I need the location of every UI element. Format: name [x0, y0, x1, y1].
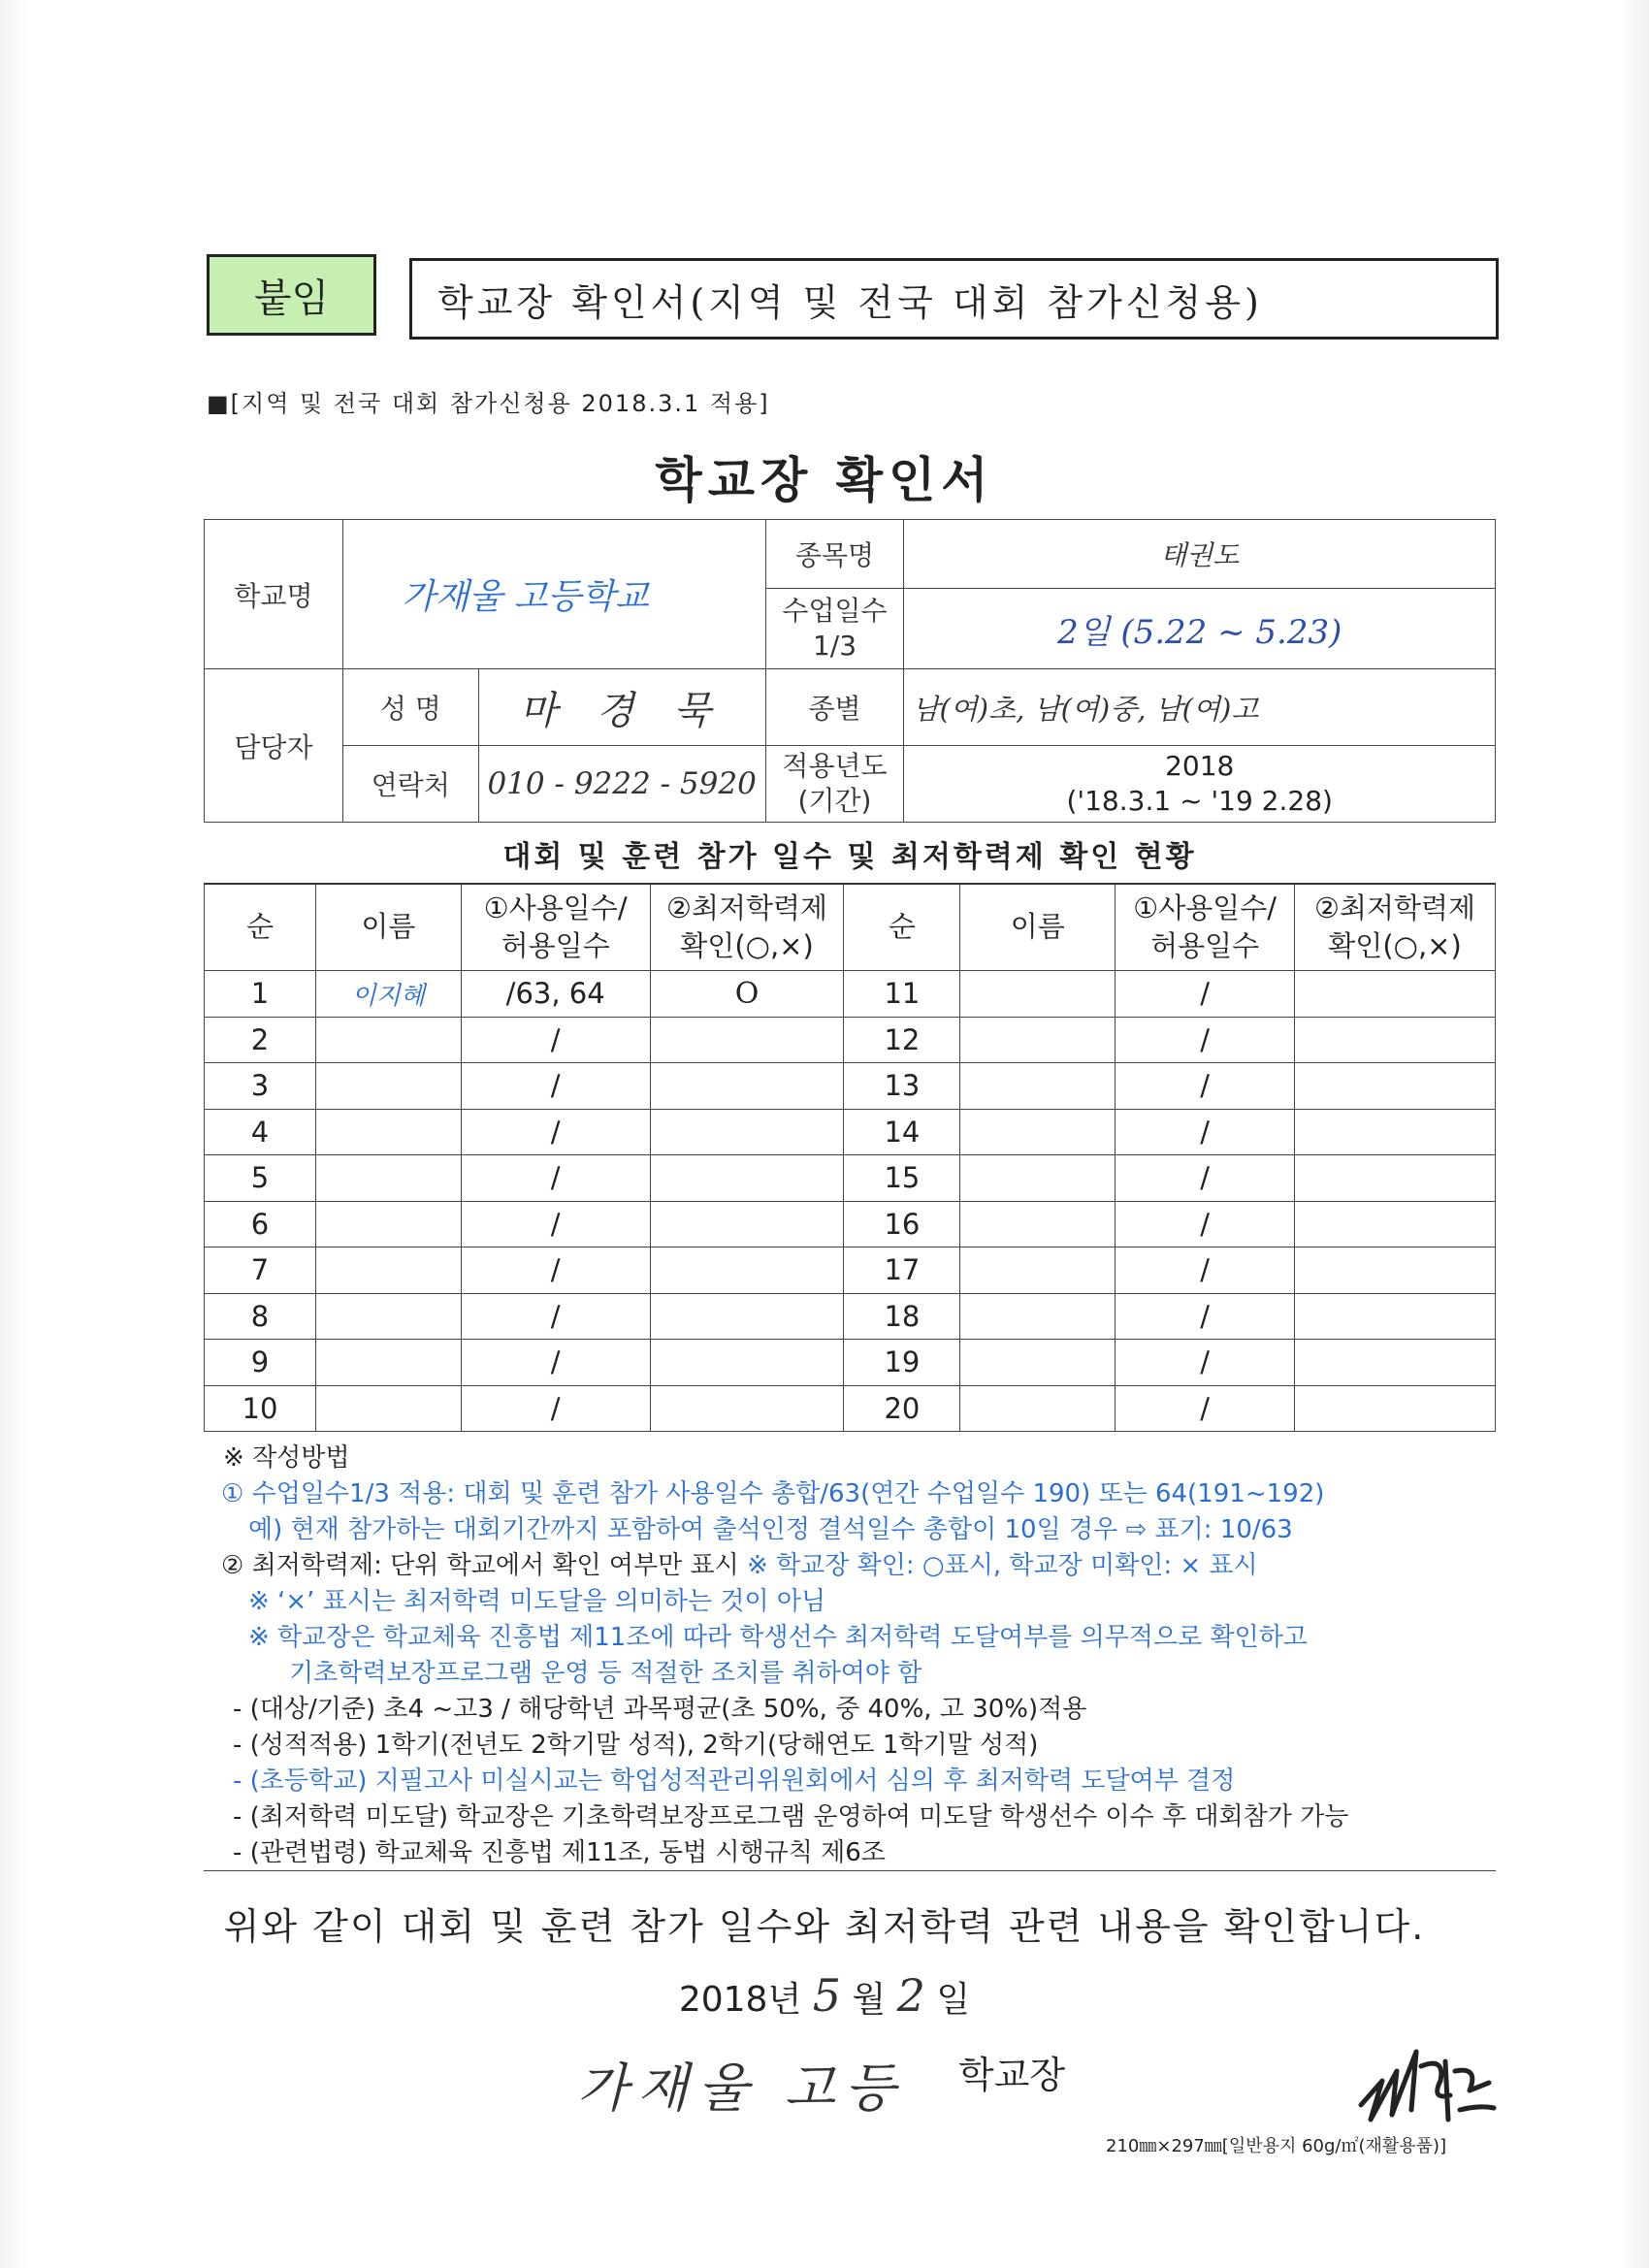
row-days-left[interactable]: /: [461, 1385, 650, 1432]
row-no-left: 7: [205, 1247, 316, 1294]
table-row: [205, 1201, 1496, 1247]
detail-1: - (대상/기준) 초4 ~고3 / 해당학년 과목평균(초 50%, 중 40%, 고 30%)적용: [233, 1695, 1087, 1724]
category-value[interactable]: [904, 669, 1496, 746]
note-1a: ① 수업일수1/3 적용: 대회 및 훈련 참가 사용일수 총합/63(연간 수업일수 190) 또는 64(191~192): [221, 1479, 1325, 1508]
detail-4: - (최저학력 미도달) 학교장은 기초학력보장프로그램 운영하여 미도달 학생선수 이수 후 대회참가 가능: [233, 1802, 1349, 1831]
row-no-right: 16: [844, 1201, 960, 1247]
row-name-left[interactable]: [315, 1340, 461, 1386]
info-row-contact: [205, 746, 1496, 823]
date-month-unit: 월: [852, 1980, 887, 2020]
row-check-left[interactable]: [650, 1017, 844, 1063]
attachment-tag-label: 붙임: [253, 275, 330, 321]
detail-2: - (성적적용) 1학기(전년도 2학기말 성적), 2학기(당해연도 1학기말 성적): [233, 1731, 1039, 1760]
date-year: 2018년: [678, 1980, 802, 2020]
row-days-left[interactable]: /: [461, 1293, 650, 1340]
school-name-handwritten[interactable]: 가재울 고등: [577, 2057, 905, 2119]
row-no-right: 18: [844, 1293, 960, 1340]
col-check-right: [1295, 884, 1496, 971]
row-no-right: 20: [844, 1385, 960, 1432]
row-no-right: 13: [844, 1063, 960, 1110]
days-label-line1: 수업일수: [782, 594, 888, 627]
row-name-left[interactable]: 이지혜: [315, 971, 461, 1018]
contact-label: 연락처: [342, 746, 478, 823]
row-check-right[interactable]: [1295, 971, 1496, 1018]
confirmation-statement: 위와 같이 대회 및 훈련 참가 일수와 최저학력 관련 내용을 확인합니다.: [223, 1905, 1426, 1948]
notes-divider: [204, 1870, 1496, 1871]
row-name-left[interactable]: [315, 1385, 461, 1432]
info-row-school: [205, 520, 1496, 589]
year-value-line2: ('18.3.1 ~ '19 2.28): [1066, 785, 1333, 817]
roster-header-row: [205, 884, 1496, 971]
row-no-left: 8: [205, 1293, 316, 1340]
col-days-right-line2: 허용일수: [1150, 929, 1260, 962]
row-check-right[interactable]: [1295, 1340, 1496, 1386]
row-no-right: 19: [844, 1340, 960, 1386]
row-no-left: 10: [205, 1385, 316, 1432]
row-check-left[interactable]: [650, 1155, 844, 1202]
row-days-right[interactable]: /: [1116, 1063, 1295, 1110]
row-check-left[interactable]: [650, 1063, 844, 1110]
table-row: [205, 1017, 1496, 1063]
col-days-left-line1: ①사용일수/: [483, 891, 628, 924]
row-check-left[interactable]: [650, 1109, 844, 1155]
col-check-left-line1: ②최저학력제: [666, 891, 828, 924]
row-days-left[interactable]: /: [461, 1201, 650, 1247]
row-days-left[interactable]: /: [461, 1155, 650, 1202]
row-no-left: 9: [205, 1340, 316, 1386]
row-name-right[interactable]: [960, 1247, 1116, 1294]
document-heading-box: [409, 258, 1499, 340]
col-check-left: [650, 884, 844, 971]
row-check-left[interactable]: [650, 1293, 844, 1340]
notes-heading: ※ 작성방법: [223, 1443, 350, 1473]
row-days-left[interactable]: /: [461, 1340, 650, 1386]
row-name-right[interactable]: [960, 1340, 1116, 1386]
note-2b: ※ 학교장 확인: ○표시, 학교장 미확인: × 표시: [747, 1551, 1258, 1580]
note-3: ※ ‘×’ 표시는 최저학력 미도달을 의미하는 것이 아님: [248, 1587, 826, 1616]
col-days-right-line1: ①사용일수/: [1133, 891, 1277, 924]
row-days-left[interactable]: /: [461, 1109, 650, 1155]
days-label: [765, 589, 904, 669]
note-4a: ※ 학교장은 학교체육 진흥법 제11조에 따라 학생선수 최저학력 도달여부를 의무적으로 확인하고: [248, 1623, 1308, 1652]
row-name-left[interactable]: [315, 1247, 461, 1294]
event-value[interactable]: [904, 520, 1496, 589]
principal-label: 학교장: [958, 2054, 1066, 2096]
row-days-right[interactable]: /: [1116, 1017, 1295, 1063]
row-name-left[interactable]: [315, 1155, 461, 1202]
applicable-caption: ■[지역 및 전국 대회 참가신청용 2018.3.1 적용]: [207, 390, 770, 417]
school-label: 학교명: [205, 520, 343, 669]
table-row: [205, 1109, 1496, 1155]
row-check-left[interactable]: [650, 1247, 844, 1294]
row-check-left[interactable]: O: [650, 971, 844, 1018]
row-name-right[interactable]: [960, 971, 1116, 1018]
row-days-right[interactable]: /: [1116, 1293, 1295, 1340]
table-row: [205, 971, 1496, 1018]
row-check-right[interactable]: [1295, 1293, 1496, 1340]
row-no-left: 5: [205, 1155, 316, 1202]
year-value: [904, 746, 1496, 823]
row-name-left[interactable]: [315, 1109, 461, 1155]
col-days-left-line2: 허용일수: [501, 929, 610, 962]
row-no-left: 4: [205, 1109, 316, 1155]
date-day-unit: 일: [936, 1980, 971, 2020]
table-row: [205, 1340, 1496, 1386]
name-label: 성 명: [342, 669, 478, 746]
col-no-left: 순: [205, 884, 316, 971]
row-days-left[interactable]: /: [461, 1247, 650, 1294]
row-no-right: 12: [844, 1017, 960, 1063]
row-name-left[interactable]: [315, 1063, 461, 1110]
col-days-left: [461, 884, 650, 971]
info-row-name: [205, 669, 1496, 746]
instructions: [221, 1441, 1511, 1871]
date-month[interactable]: 5: [812, 1969, 841, 2022]
col-no-right: 순: [844, 884, 960, 971]
school-value-text: 가재울 고등학교: [401, 577, 649, 617]
days-value[interactable]: [904, 589, 1496, 669]
table-row: [205, 1293, 1496, 1340]
col-check-right-line1: ②최저학력제: [1314, 891, 1476, 924]
row-name-right[interactable]: [960, 1385, 1116, 1432]
row-name-left[interactable]: [315, 1201, 461, 1247]
row-name-right[interactable]: [960, 1017, 1116, 1063]
row-name-right[interactable]: [960, 1201, 1116, 1247]
col-days-right: [1116, 884, 1295, 971]
row-no-right: 14: [844, 1109, 960, 1155]
school-value[interactable]: [342, 520, 765, 669]
row-check-right[interactable]: [1295, 1155, 1496, 1202]
date-day[interactable]: 2: [896, 1969, 925, 2022]
table-row: [205, 1247, 1496, 1294]
row-no-right: 17: [844, 1247, 960, 1294]
event-label: 종목명: [765, 520, 904, 589]
note-4b: 기초학력보장프로그램 운영 등 적절한 조치를 취하여야 함: [289, 1659, 922, 1688]
attachment-tag: [207, 254, 376, 336]
row-days-right[interactable]: /: [1116, 1247, 1295, 1294]
row-no-right: 15: [844, 1155, 960, 1202]
name-value-text: 마 경 묵: [519, 688, 725, 733]
row-check-right[interactable]: [1295, 1247, 1496, 1294]
row-check-right[interactable]: [1295, 1201, 1496, 1247]
year-value-line1: 2018: [1165, 749, 1235, 782]
row-days-right[interactable]: /: [1116, 1109, 1295, 1155]
row-no-right: 11: [844, 971, 960, 1018]
note-2a: ② 최저학력제: 단위 학교에서 확인 여부만 표시: [221, 1551, 739, 1580]
col-name-left: 이름: [315, 884, 461, 971]
row-check-left[interactable]: [650, 1201, 844, 1247]
row-name-right[interactable]: [960, 1109, 1116, 1155]
row-days-left[interactable]: /63, 64: [461, 971, 650, 1018]
info-table: [204, 519, 1496, 823]
year-label-line2: (기간): [797, 785, 872, 817]
row-check-left[interactable]: [650, 1340, 844, 1386]
roster-body: [205, 971, 1496, 1432]
note-2: [221, 1548, 1511, 1584]
section-title: 대회 및 훈련 참가 일수 및 최저학력제 확인 현황: [502, 840, 1197, 874]
row-no-left: 1: [205, 971, 316, 1018]
row-no-left: 3: [205, 1063, 316, 1110]
document-heading: 학교장 확인서(지역 및 전국 대회 참가신청용): [437, 280, 1263, 324]
page-title: 학교장 확인서: [655, 452, 994, 508]
row-check-right[interactable]: [1295, 1017, 1496, 1063]
row-days-right[interactable]: /: [1116, 1201, 1295, 1247]
col-check-left-line2: 확인(○,×): [680, 929, 814, 962]
row-check-right[interactable]: [1295, 1385, 1496, 1432]
principal-signature: [1353, 2013, 1499, 2129]
row-days-right[interactable]: /: [1116, 1340, 1295, 1386]
row-days-right[interactable]: /: [1116, 1155, 1295, 1202]
name-value[interactable]: [478, 669, 765, 746]
table-row: [205, 1385, 1496, 1432]
col-check-right-line2: 확인(○,×): [1328, 929, 1462, 962]
row-check-right[interactable]: [1295, 1063, 1496, 1110]
detail-3: - (초등학교) 지필고사 미실시교는 학업성적관리위원회에서 심의 후 최저학력 도달여부 결정: [233, 1766, 1236, 1796]
row-name-left[interactable]: [315, 1017, 461, 1063]
row-days-right[interactable]: /: [1116, 971, 1295, 1018]
col-name-right: 이름: [960, 884, 1116, 971]
row-check-left[interactable]: [650, 1385, 844, 1432]
row-days-left[interactable]: /: [461, 1017, 650, 1063]
row-name-left[interactable]: [315, 1293, 461, 1340]
row-days-right[interactable]: /: [1116, 1385, 1295, 1432]
manager-label: 담당자: [205, 669, 343, 823]
row-days-left[interactable]: /: [461, 1063, 650, 1110]
event-value-text: 태권도: [1160, 539, 1240, 571]
row-name-right[interactable]: [960, 1293, 1116, 1340]
note-1b: 예) 현재 참가하는 대회기간까지 포함하여 출석인정 결석일수 총합이 10일 경우 ⇨ 표기: 10/63: [248, 1515, 1293, 1544]
row-name-right[interactable]: [960, 1063, 1116, 1110]
table-row: [205, 1063, 1496, 1110]
year-label-line1: 적용년도: [782, 749, 888, 782]
contact-value[interactable]: [478, 746, 765, 823]
contact-value-text: 010 - 9222 - 5920: [487, 766, 757, 801]
row-no-left: 6: [205, 1201, 316, 1247]
row-name-right[interactable]: [960, 1155, 1116, 1202]
roster-table: [204, 883, 1496, 1432]
category-value-text: 남(여)초, 남(여)중, 남(여)고: [912, 692, 1259, 726]
paper-spec: 210㎜×297㎜[일반용지 60g/㎡(재활용품)]: [1106, 2136, 1447, 2156]
year-label: [765, 746, 904, 823]
row-no-left: 2: [205, 1017, 316, 1063]
detail-5: - (관련법령) 학교체육 진흥법 제11조, 동법 시행규칙 제6조: [233, 1838, 886, 1867]
days-value-text: 2일 (5.22 ~ 5.23): [1057, 612, 1342, 652]
table-row: [205, 1155, 1496, 1202]
days-label-line2: 1/3: [812, 630, 857, 662]
category-label: 종별: [765, 669, 904, 746]
row-check-right[interactable]: [1295, 1109, 1496, 1155]
